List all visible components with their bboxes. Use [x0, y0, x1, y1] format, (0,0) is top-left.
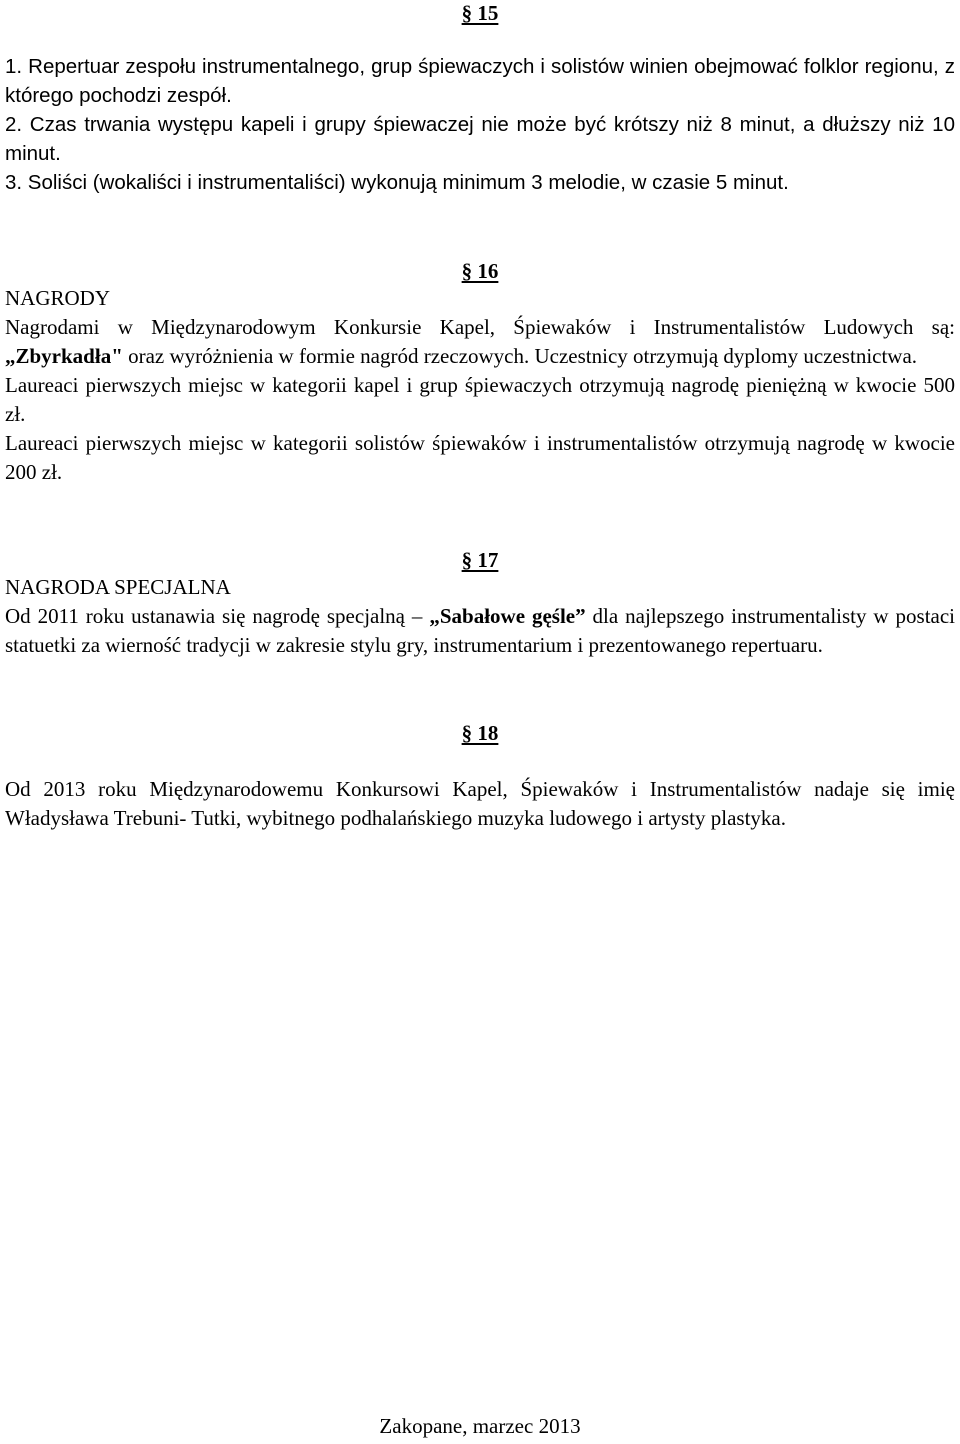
paragraph-text: oraz wyróżnienia w formie nagród rzeczowych. Uczestnicy otrzymują dyplomy uczestnictwa.	[122, 344, 918, 368]
section-18-paragraph-1: Od 2013 roku Międzynarodowemu Konkursowi Kapel, Śpiewaków i Instrumentalistów nadaje się imię Władysława Trebuni- Tutki, wybitnego podhalańskiego muzyka ludowego i artysty plastyka.	[5, 777, 955, 830]
section-18-heading: § 18	[461, 721, 499, 745]
section-16-body	[5, 284, 955, 487]
list-item: 2. Czas trwania występu kapeli i grupy śpiewaczej nie może być krótszy niż 8 minut, a dłuższy niż 10 minut.	[5, 113, 955, 165]
paragraph-text: Od 2011 roku ustanawia się nagrodę specjalną –	[5, 604, 430, 628]
section-16-paragraph-2: Laureaci pierwszych miejsc w kategorii kapel i grup śpiewaczych otrzymują nagrodę pieniężną w kwocie 500 zł.	[5, 373, 955, 426]
section-16-heading: § 16	[461, 259, 499, 283]
section-16-label: NAGRODY	[5, 286, 110, 310]
section-16-paragraph-3: Laureaci pierwszych miejsc w kategorii solistów śpiewaków i instrumentalistów otrzymują nagrodę w kwocie 200 zł.	[5, 431, 955, 484]
paragraph-text: Nagrodami w Międzynarodowym Konkursie Kapel, Śpiewaków i Instrumentalistów Ludowych są:	[5, 315, 955, 339]
list-item: 1. Repertuar zespołu instrumentalnego, grup śpiewaczych i solistów winien obejmować folklor regionu, z którego pochodzi zespół.	[5, 55, 955, 107]
section-17-heading: § 17	[461, 548, 499, 572]
award-name: „Zbyrkadła"	[5, 344, 123, 368]
footer-place-date: Zakopane, marzec 2013	[379, 1414, 581, 1438]
section-16-paragraph-1	[5, 313, 955, 371]
section-18-body	[5, 775, 955, 833]
section-17-label: NAGRODA SPECJALNA	[5, 575, 231, 599]
section-15-heading: § 15	[461, 1, 499, 25]
section-15-list	[5, 52, 955, 197]
list-item: 3. Soliści (wokaliści i instrumentaliści) wykonują minimum 3 melodie, w czasie 5 minut.	[5, 171, 789, 194]
paragraph-text: dla najlepszego instrumentalisty w postaci statuetki za wierność tradycji w zakresie stylu gry, instrumentarium i prezentowanego repertuaru.	[5, 604, 956, 657]
award-name: „Sabałowe gęśle”	[429, 604, 586, 628]
section-17-paragraph-1	[5, 602, 955, 660]
section-17-body	[5, 573, 955, 660]
